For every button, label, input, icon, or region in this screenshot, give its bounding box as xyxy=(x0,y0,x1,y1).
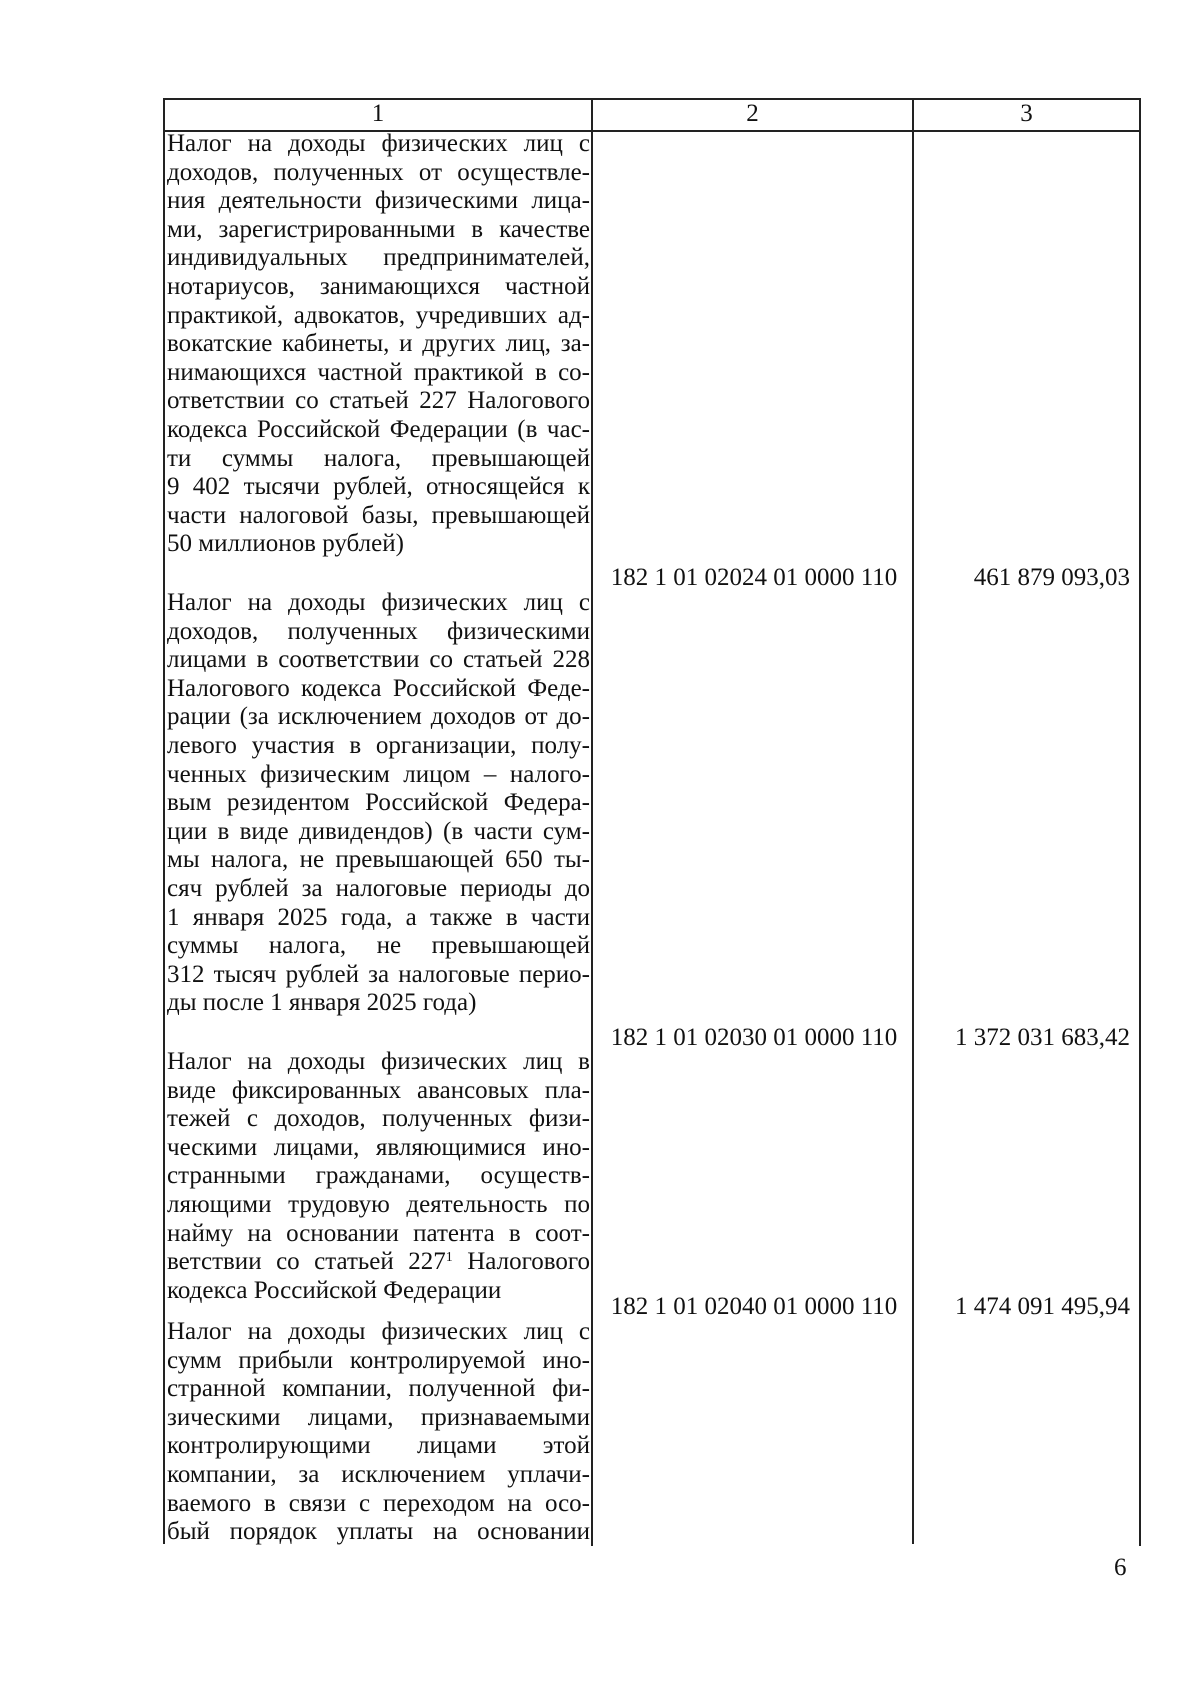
table-row-1-code: 182 1 01 02024 01 0000 110 xyxy=(610,564,898,591)
text-line: контролирующими лицами этой xyxy=(167,1432,590,1460)
text-line: 1 января 2025 года, а также в части xyxy=(167,903,590,931)
text-line: части налоговой базы, превышающей xyxy=(167,501,590,529)
text-line: ческими лицами, являющимися ино- xyxy=(167,1133,590,1161)
table-row-3-amount: 1 474 091 495,94 xyxy=(955,1293,1130,1320)
text-line: компании, за исключением уплачи- xyxy=(167,1460,590,1488)
text-line: доходов, полученных физическими xyxy=(167,617,590,645)
text-line: кодекса Российской Федерации (в час- xyxy=(167,415,590,443)
text-line: вокатские кабинеты, и других лиц, за- xyxy=(167,330,590,358)
text-fragment: Налогового xyxy=(467,1248,590,1276)
text-line: ми, зарегистрированными в качестве xyxy=(167,215,590,243)
text-line: виде фиксированных авансовых пла- xyxy=(167,1076,590,1104)
text-line: Налогового кодекса Российской Феде- xyxy=(167,674,590,702)
table-right-border xyxy=(1139,98,1141,1546)
superscript: 1 xyxy=(445,1250,453,1266)
text-line: ченных физическим лицом – налого- xyxy=(167,760,590,788)
text-line: сяч рублей за налоговые периоды до xyxy=(167,874,590,902)
text-line: левого участия в организации, полу- xyxy=(167,731,590,759)
text-line: Налог на доходы физических лиц в xyxy=(167,1048,590,1075)
text-line: 312 тысяч рублей за налоговые перио- xyxy=(167,960,590,988)
text-line: ния деятельности физическими лица- xyxy=(167,187,590,215)
text-line: индивидуальных предпринимателей, xyxy=(167,244,590,272)
column-divider-2 xyxy=(912,98,914,1544)
table-row-3-code: 182 1 01 02040 01 0000 110 xyxy=(610,1293,898,1320)
text-line: зическими лицами, признаваемыми xyxy=(167,1403,590,1431)
text-line: ляющими трудовую деятельность по xyxy=(167,1190,590,1218)
table-row-2-description xyxy=(167,589,590,1018)
text-line: странной компании, полученной фи- xyxy=(167,1375,590,1403)
text-line: бый порядок уплаты на основании xyxy=(167,1518,590,1546)
column-header-3: 3 xyxy=(1020,100,1033,127)
text-line: Налог на доходы физических лиц с xyxy=(167,130,590,157)
text-line: сумм прибыли контролируемой ино- xyxy=(167,1346,590,1374)
table-row-2-code: 182 1 01 02030 01 0000 110 xyxy=(610,1024,898,1051)
text-line: суммы налога, не превышающей xyxy=(167,932,590,960)
text-line: практикой, адвокатов, учредивших ад- xyxy=(167,301,590,329)
text-line: странными гражданами, осуществ- xyxy=(167,1162,590,1190)
text-fragment: ветствии со статьей 227 xyxy=(167,1248,446,1276)
table-left-border xyxy=(163,98,165,1544)
table-row-3-description xyxy=(167,1048,590,1305)
text-line: ды после 1 января 2025 года) xyxy=(167,989,477,1017)
text-line: ответствии со статьей 227 Налогового xyxy=(167,387,590,415)
text-line: Налог на доходы физических лиц с xyxy=(167,1318,590,1345)
text-line: нимающихся частной практикой в со- xyxy=(167,358,590,386)
text-line: ваемого в связи с переходом на осо- xyxy=(167,1489,590,1517)
table-row-2-amount: 1 372 031 683,42 xyxy=(955,1024,1130,1051)
text-line: кодекса Российской Федерации xyxy=(167,1276,502,1304)
text-line: найму на основании патента в соот- xyxy=(167,1219,590,1247)
text-line: 50 миллионов рублей) xyxy=(167,530,404,558)
text-line: тежей с доходов, полученных физи- xyxy=(167,1105,590,1133)
column-header-2: 2 xyxy=(746,100,759,127)
text-line: мы налога, не превышающей 650 ты- xyxy=(167,846,590,874)
text-line: нотариусов, занимающихся частной xyxy=(167,272,590,300)
text-line: Налог на доходы физических лиц с xyxy=(167,589,590,616)
text-line: вым резидентом Российской Федера- xyxy=(167,789,590,817)
text-line: ции в виде дивидендов) (в части сум- xyxy=(167,817,590,845)
table-row-1-amount: 461 879 093,03 xyxy=(973,564,1130,591)
table-row-1-description xyxy=(167,130,590,559)
text-line: доходов, полученных от осуществле- xyxy=(167,158,590,186)
page-number: 6 xyxy=(1114,1554,1127,1581)
text-line: 9 402 тысячи рублей, относящейся к xyxy=(167,473,590,501)
column-divider-1 xyxy=(591,98,593,1546)
text-line: рации (за исключением доходов от до- xyxy=(167,703,590,731)
text-line-with-superscript xyxy=(167,1248,590,1277)
column-header-1: 1 xyxy=(371,100,385,127)
text-line: лицами в соответствии со статьей 228 xyxy=(167,646,590,674)
table-row-4-description xyxy=(167,1318,590,1547)
text-line: ти суммы налога, превышающей xyxy=(167,444,590,472)
